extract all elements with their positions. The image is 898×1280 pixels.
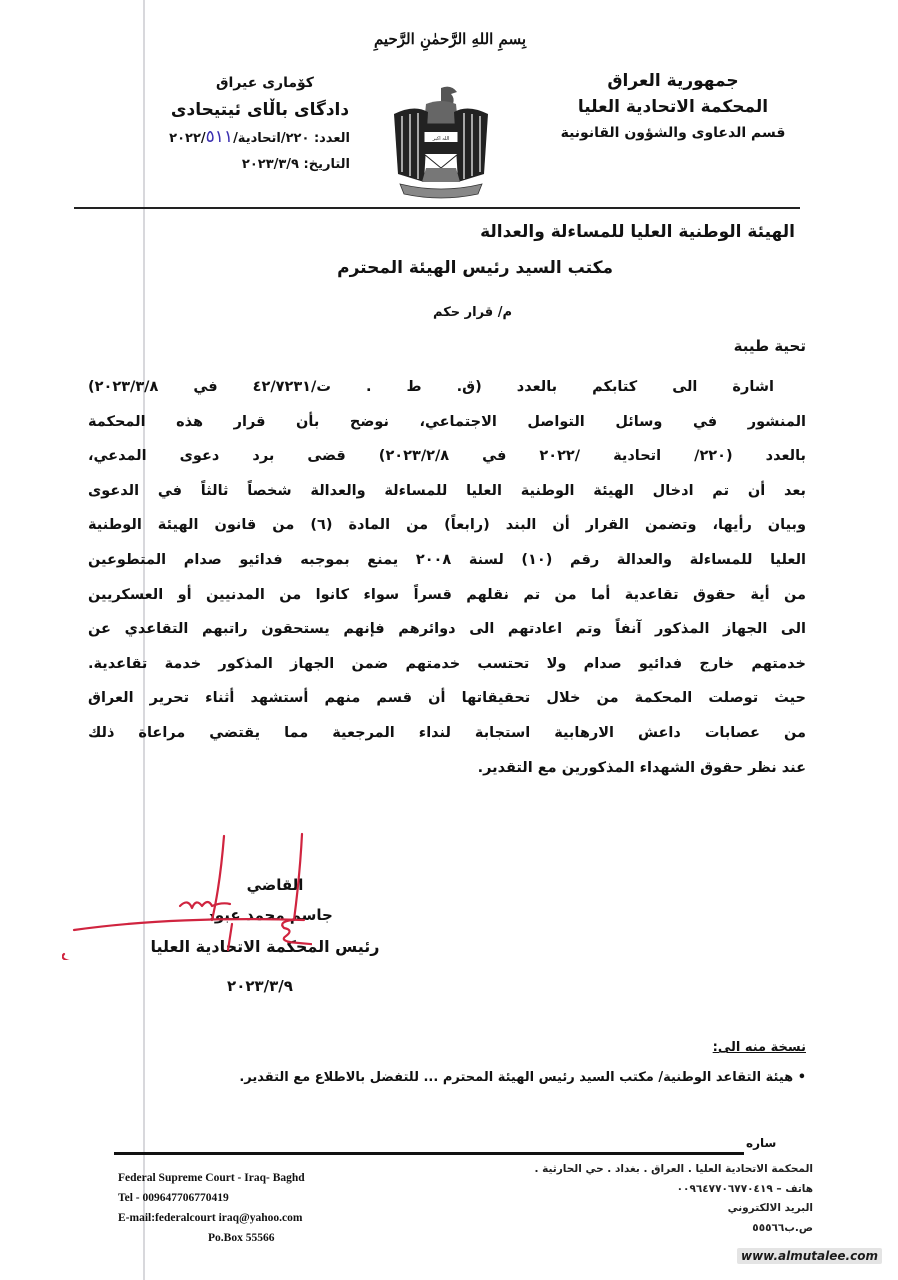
reference-number-label: العدد: bbox=[313, 131, 350, 146]
footer-phone: Tel - 009647706770419 bbox=[118, 1192, 229, 1204]
bullet-icon: • bbox=[797, 1070, 806, 1085]
reference-number bbox=[110, 124, 350, 152]
cc-recipient: هيئة التقاعد الوطنية/ مكتب السيد رئيس الهيئة المحترم ... للتفضل بالاطلاع مع التقدير. bbox=[239, 1070, 794, 1085]
subject-line: م/ قرار حكم bbox=[433, 305, 512, 320]
header-divider bbox=[74, 207, 800, 209]
body-line: وبيان رأيها، وتضمن القرار أن البند (رابعاً) من المادة (٦) من قانون الهيئة الوطنية bbox=[88, 517, 806, 534]
signer-name: جاسم محمد عبود bbox=[207, 906, 333, 924]
signer-role: رئيس المحكمة الاتحادية العليا bbox=[150, 937, 380, 956]
footer-arabic-contact bbox=[523, 1160, 813, 1238]
signature-date: ٢٠٢٣/٣/٩ bbox=[227, 977, 293, 995]
body-line: من عصابات داعش الارهابية استجابة لنداء المرجعية مما يقتضي مراعاة ذلك bbox=[88, 724, 806, 741]
footer-arabic-address: المحكمة الاتحادية العليا . العراق . بغداد . حي الحارثية . bbox=[534, 1163, 813, 1175]
body-line: المنشور في وسائل التواصل الاجتماعي، نوضح بأن قرار هذه المحكمة bbox=[88, 413, 806, 430]
letter-date-value: ٢٠٢٣/٣/٩ bbox=[241, 157, 299, 172]
signature-block bbox=[100, 870, 380, 1008]
department-name: قسم الدعاوى والشؤون القانونية bbox=[560, 125, 786, 141]
footer-arabic-po-box: ص.ب٥٥٥٦٦ bbox=[752, 1221, 813, 1234]
reference-number-handwritten: ٥١١ bbox=[205, 127, 234, 147]
body-line: الى الجهاز المذكور آنفاً وتم اعادتهم الى دوائرهم فإنهم يستحقون راتبهم التقاعدي عن bbox=[88, 621, 806, 638]
footer-divider bbox=[114, 1152, 744, 1155]
body-line: بالعدد (٢٢٠/ اتحادية /٢٠٢٢ في ٢٠٢٣/٢/٨) قضى برد دعوى المدعي، bbox=[88, 448, 806, 465]
court-name-kurdish: دادگای باڵای ئیتیحادی bbox=[170, 100, 350, 120]
footer-email: E-mail:federalcourt iraq@yahoo.com bbox=[118, 1212, 303, 1224]
bismillah: بِسمِ اللهِ الرَّحمٰنِ الرَّحيمِ bbox=[373, 30, 527, 48]
body-line: من أية حقوق تقاعدية أما من تم نقلهم قسراً سواء كانوا من المدنيين أو العسكريين bbox=[88, 586, 806, 603]
greeting: تحية طيبة bbox=[733, 337, 806, 355]
footer-arabic-email-label: البريد الالكتروني bbox=[727, 1202, 813, 1214]
body-line: بعد أن تم ادخال الهيئة الوطنية العليا للمساءلة والعدالة شخصاً ثالثاً في الدعوى bbox=[88, 482, 806, 499]
letterhead-left bbox=[110, 70, 350, 178]
footer-court-address: Federal Supreme Court - Iraq- Baghd bbox=[118, 1172, 305, 1184]
body-line: حيث توصلت المحكمة من خلال تحقيقاتها أن قسم منهم أستشهد أثناء تحرير العراق bbox=[88, 690, 806, 707]
footer-english-contact bbox=[118, 1168, 305, 1248]
body-line: عند نظر حقوق الشهداء المذكورين مع التقدير. bbox=[477, 759, 806, 776]
letter-date-label: التاريخ: bbox=[303, 157, 350, 172]
cc-list-item bbox=[239, 1070, 806, 1085]
court-name: المحكمة الاتحادية العليا bbox=[577, 97, 769, 117]
footer-arabic-phone: هاتف – ٠٠٩٦٤٧٧٠٦٧٧٠٤١٩ bbox=[676, 1182, 813, 1195]
addressee-office: مكتب السيد رئيس الهيئة المحترم bbox=[337, 258, 613, 278]
signer-title: القاضي bbox=[246, 876, 304, 894]
letter-date bbox=[110, 152, 350, 178]
body-line: العليا للمساءلة والعدالة رقم (١٠) لسنة ٢٠٠٨ يمنع بموجبه فدائيو صدام المتطوعين bbox=[88, 551, 806, 568]
footer-po-box: Po.Box 55566 bbox=[208, 1232, 275, 1244]
cc-heading: نسخة منه الى: bbox=[712, 1040, 806, 1055]
footer-typist-label: ساره bbox=[746, 1136, 777, 1150]
iraq-coat-of-arms-icon bbox=[386, 80, 496, 200]
country-name: جمهورية العراق bbox=[607, 71, 739, 91]
reference-number-value: ٢٢٠/اتحادية/٢٠٢٢/ bbox=[169, 131, 310, 146]
letterhead-right bbox=[553, 68, 793, 146]
addressee-organization: الهيئة الوطنية العليا للمساءلة والعدالة bbox=[480, 222, 795, 242]
body-line: اشارة الى كتابكم بالعدد (ق. ط . ت/٤٢/٧٢٣١ في ٢٠٢٣/٣/٨) bbox=[88, 379, 774, 395]
body-line: خدمتهم خارج فدائيو صدام ولا تحتسب خدمتهم ضمن الجهاز المذكور خدمة تقاعدية. bbox=[88, 655, 806, 672]
country-name-kurdish: كۆماری عیراق bbox=[216, 75, 314, 91]
letter-body bbox=[88, 370, 806, 785]
svg-text:الله اكبر: الله اكبر bbox=[432, 136, 450, 142]
website-watermark: www.almutalee.com bbox=[737, 1248, 882, 1264]
